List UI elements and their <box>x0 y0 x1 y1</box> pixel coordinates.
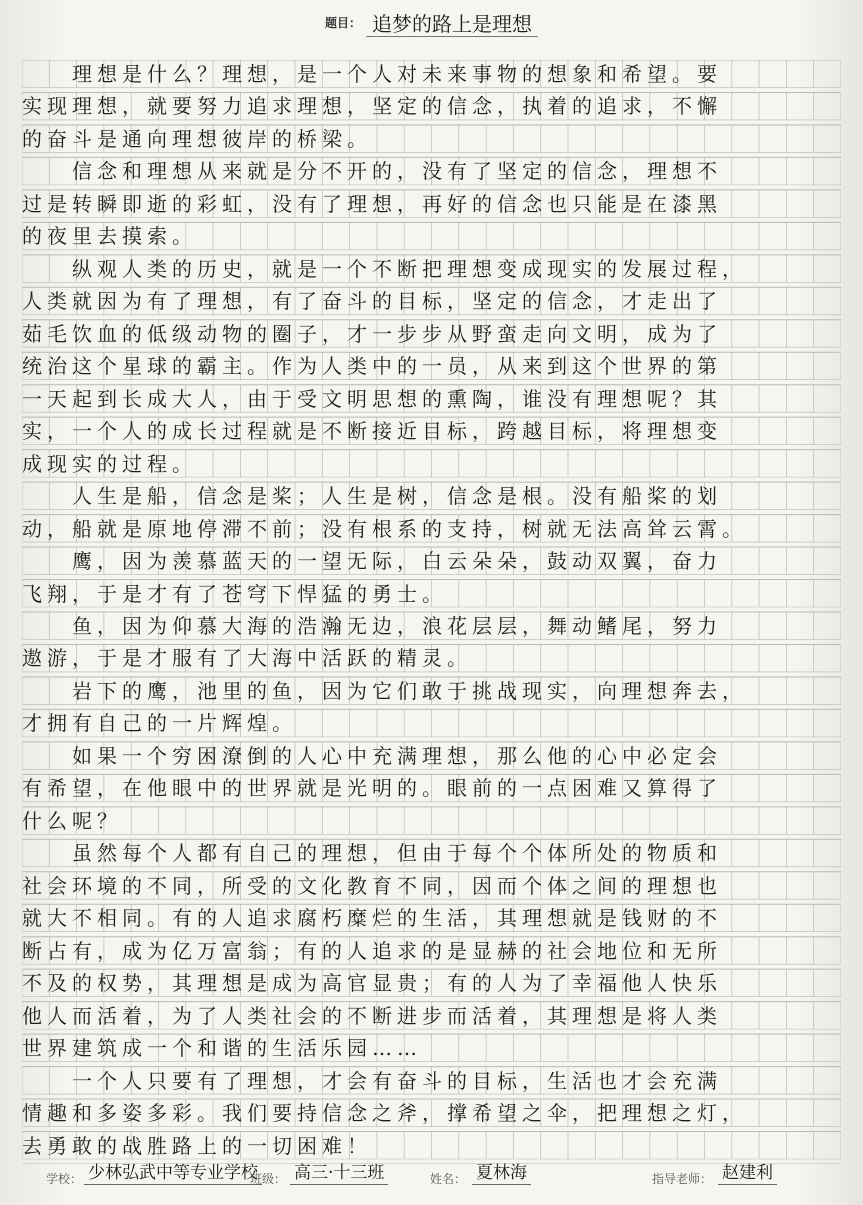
class-name: 高三·十三班 <box>290 1162 388 1185</box>
essay-line: 虽然每个人都有自己的理想，但由于每个个体所处的物质和 <box>22 841 722 866</box>
essay-line: 飞翔，于是才有了苍穹下悍猛的勇士。 <box>22 581 447 606</box>
footer <box>0 1160 863 1196</box>
essay-line: 实，一个人的成长过程就是不断接近目标，跨越目标，将理想变 <box>22 419 722 444</box>
essay-line: 社会环境的不同，所受的文化教育不同，因而个体之间的理想也 <box>22 873 722 898</box>
essay-title: 追梦的路上是理想 <box>366 12 538 37</box>
essay-line: 实现理想，就要努力追求理想，坚定的信念，执着的追求，不懈 <box>22 94 722 119</box>
essay-line: 如果一个穷困潦倒的人心中充满理想，那么他的心中必定会 <box>22 743 722 768</box>
essay-line: 成现实的过程。 <box>22 451 197 476</box>
title-row <box>0 8 863 38</box>
essay-line: 的夜里去摸索。 <box>22 224 197 249</box>
essay-line: 世界建筑成一个和谐的生活乐园…… <box>22 1036 422 1061</box>
teacher-name: 赵建利 <box>718 1162 777 1185</box>
school-label: 学校： <box>46 1172 83 1186</box>
essay-line: 岩下的鹰，池里的鱼，因为它们敢于挑战现实，向理想奔去， <box>22 678 747 703</box>
essay-line: 人生是船，信念是桨；人生是树，信念是根。没有船桨的划 <box>22 484 722 509</box>
student-name: 夏林海 <box>472 1162 531 1185</box>
essay-line: 不及的权势，其理想是成为高官显贵；有的人为了幸福他人快乐 <box>22 971 722 996</box>
essay-line: 过是转瞬即逝的彩虹，没有了理想，再好的信念也只能是在漆黑 <box>22 191 722 216</box>
name-label: 姓名： <box>430 1172 467 1186</box>
essay-line: 信念和理想从来就是分不开的，没有了坚定的信念，理想不 <box>22 159 722 184</box>
essay-line: 遨游，于是才服有了大海中活跃的精灵。 <box>22 646 472 671</box>
essay-line: 纵观人类的历史，就是一个不断把理想变成现实的发展过程， <box>22 256 747 281</box>
essay-line: 茹毛饮血的低级动物的圈子，才一步步从野蛮走向文明，成为了 <box>22 321 722 346</box>
essay-line: 就大不相同。有的人追求腐朽糜烂的生活，其理想就是钱财的不 <box>22 906 722 931</box>
essay-line: 情趣和多姿多彩。我们要持信念之斧，撑希望之伞，把理想之灯， <box>22 1101 747 1126</box>
essay-line: 人类就因为有了理想，有了奋斗的目标，坚定的信念，才走出了 <box>22 289 722 314</box>
essay-line: 鱼，因为仰慕大海的浩瀚无边，浪花层层，舞动鳍尾，努力 <box>22 614 722 638</box>
class-label: 班级： <box>250 1172 287 1186</box>
essay-line: 动，船就是原地停滞不前；没有根系的支持，树就无法高耸云霄。 <box>22 516 747 541</box>
title-label: 题目： <box>324 16 361 30</box>
essay-line: 理想是什么？理想，是一个人对未来事物的想象和希望。要 <box>22 62 722 86</box>
essay-line: 什么呢？ <box>22 808 122 833</box>
essay-line: 的奋斗是通向理想彼岸的桥梁。 <box>22 126 372 151</box>
essay-line: 统治这个星球的霸主。作为人类中的一员，从来到这个世界的第 <box>22 354 722 379</box>
essay-line: 鹰，因为羡慕蓝天的一望无际，白云朵朵，鼓动双翼，奋力 <box>22 549 722 574</box>
school-name: 少林弘武中等专业学校 <box>84 1162 262 1185</box>
essay-line: 去勇敢的战胜路上的一切困难！ <box>22 1133 372 1158</box>
essay-line: 才拥有自己的一片辉煌。 <box>22 711 297 736</box>
essay-line: 他人而活着，为了人类社会的不断进步而活着，其理想是将人类 <box>22 1003 722 1028</box>
essay-grid <box>22 60 841 1164</box>
essay-line: 一天起到长成大人，由于受文明思想的熏陶，谁没有理想呢？其 <box>22 386 722 411</box>
essay-line: 有希望，在他眼中的世界就是光明的。眼前的一点困难又算得了 <box>22 776 722 801</box>
essay-line: 断占有，成为亿万富翁；有的人追求的是显赫的社会地位和无所 <box>22 938 722 963</box>
essay-line: 一个人只要有了理想，才会有奋斗的目标，生活也才会充满 <box>22 1068 722 1093</box>
teacher-label: 指导老师： <box>652 1172 713 1186</box>
